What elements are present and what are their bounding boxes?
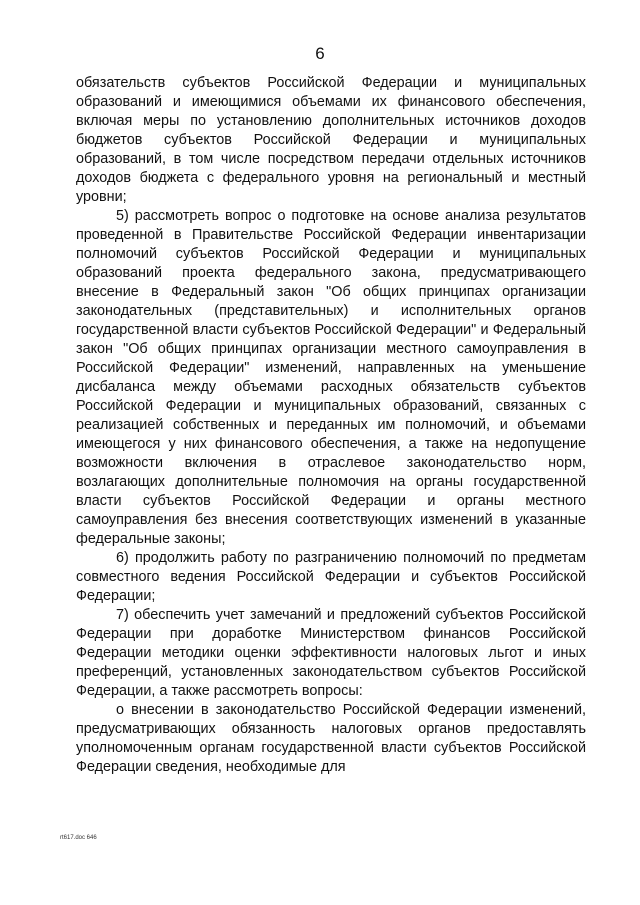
paragraph-item-5: 5) рассмотреть вопрос о подготовке на основе анализа результатов проведенной в Правительстве Российской Федерации инвентаризации полномочий субъектов Российской Федерации и муниципальных образований проекта федерального закона, предусматривающего внесение в Федеральный закон "Об общих принципах организации законодательных (представительных) и исполнительных органов государственной власти субъектов Российской Федерации" и Федеральный закон "Об общих принципах организации местного самоуправления в Российской Федерации" изменений, направленных на уменьшение дисбаланса между объемами расходных обязательств субъектов Российской Федерации и муниципальных образований, связанных с реализацией собственных и переданных им полномочий, и объемами имеющегося у них финансового обеспечения, а также на недопущение возможности включения в отраслевое законодательство норм, возлагающих дополнительные полномочия на органы государственной власти субъектов Российской Федерации и органы местного самоуправления без внесения соответствующих изменений в указанные федеральные законы;: [76, 208, 586, 547]
paragraph-item-7: 7) обеспечить учет замечаний и предложений субъектов Российской Федерации при доработке Министерством финансов Российской Федерации методики оценки эффективности налоговых льгот и иных преференций, установленных законодательством субъектов Российской Федерации, а также рассмотреть вопросы:: [76, 607, 586, 699]
page-number: 6: [315, 44, 325, 63]
document-body: [76, 74, 586, 777]
paragraph-subitem: о внесении в законодательство Российской Федерации изменений, предусматривающих обязанность налоговых органов предоставлять уполномоченным органам государственной власти субъектов Российской Федерации сведения, необходимые для: [76, 702, 586, 775]
paragraph-continuation: обязательств субъектов Российской Федерации и муниципальных образований и имеющимися объемами их финансового обеспечения, включая меры по установлению дополнительных источников доходов бюджетов субъектов Российской Федерации и муниципальных образований, в том числе посредством передачи отдельных источников доходов бюджета с федерального уровня на региональный и местный уровни;: [76, 75, 586, 205]
footer-file-reference: rt617.doc 646: [60, 835, 97, 841]
paragraph-item-6: 6) продолжить работу по разграничению полномочий по предметам совместного ведения Российской Федерации и субъектов Российской Федерации;: [76, 550, 586, 604]
